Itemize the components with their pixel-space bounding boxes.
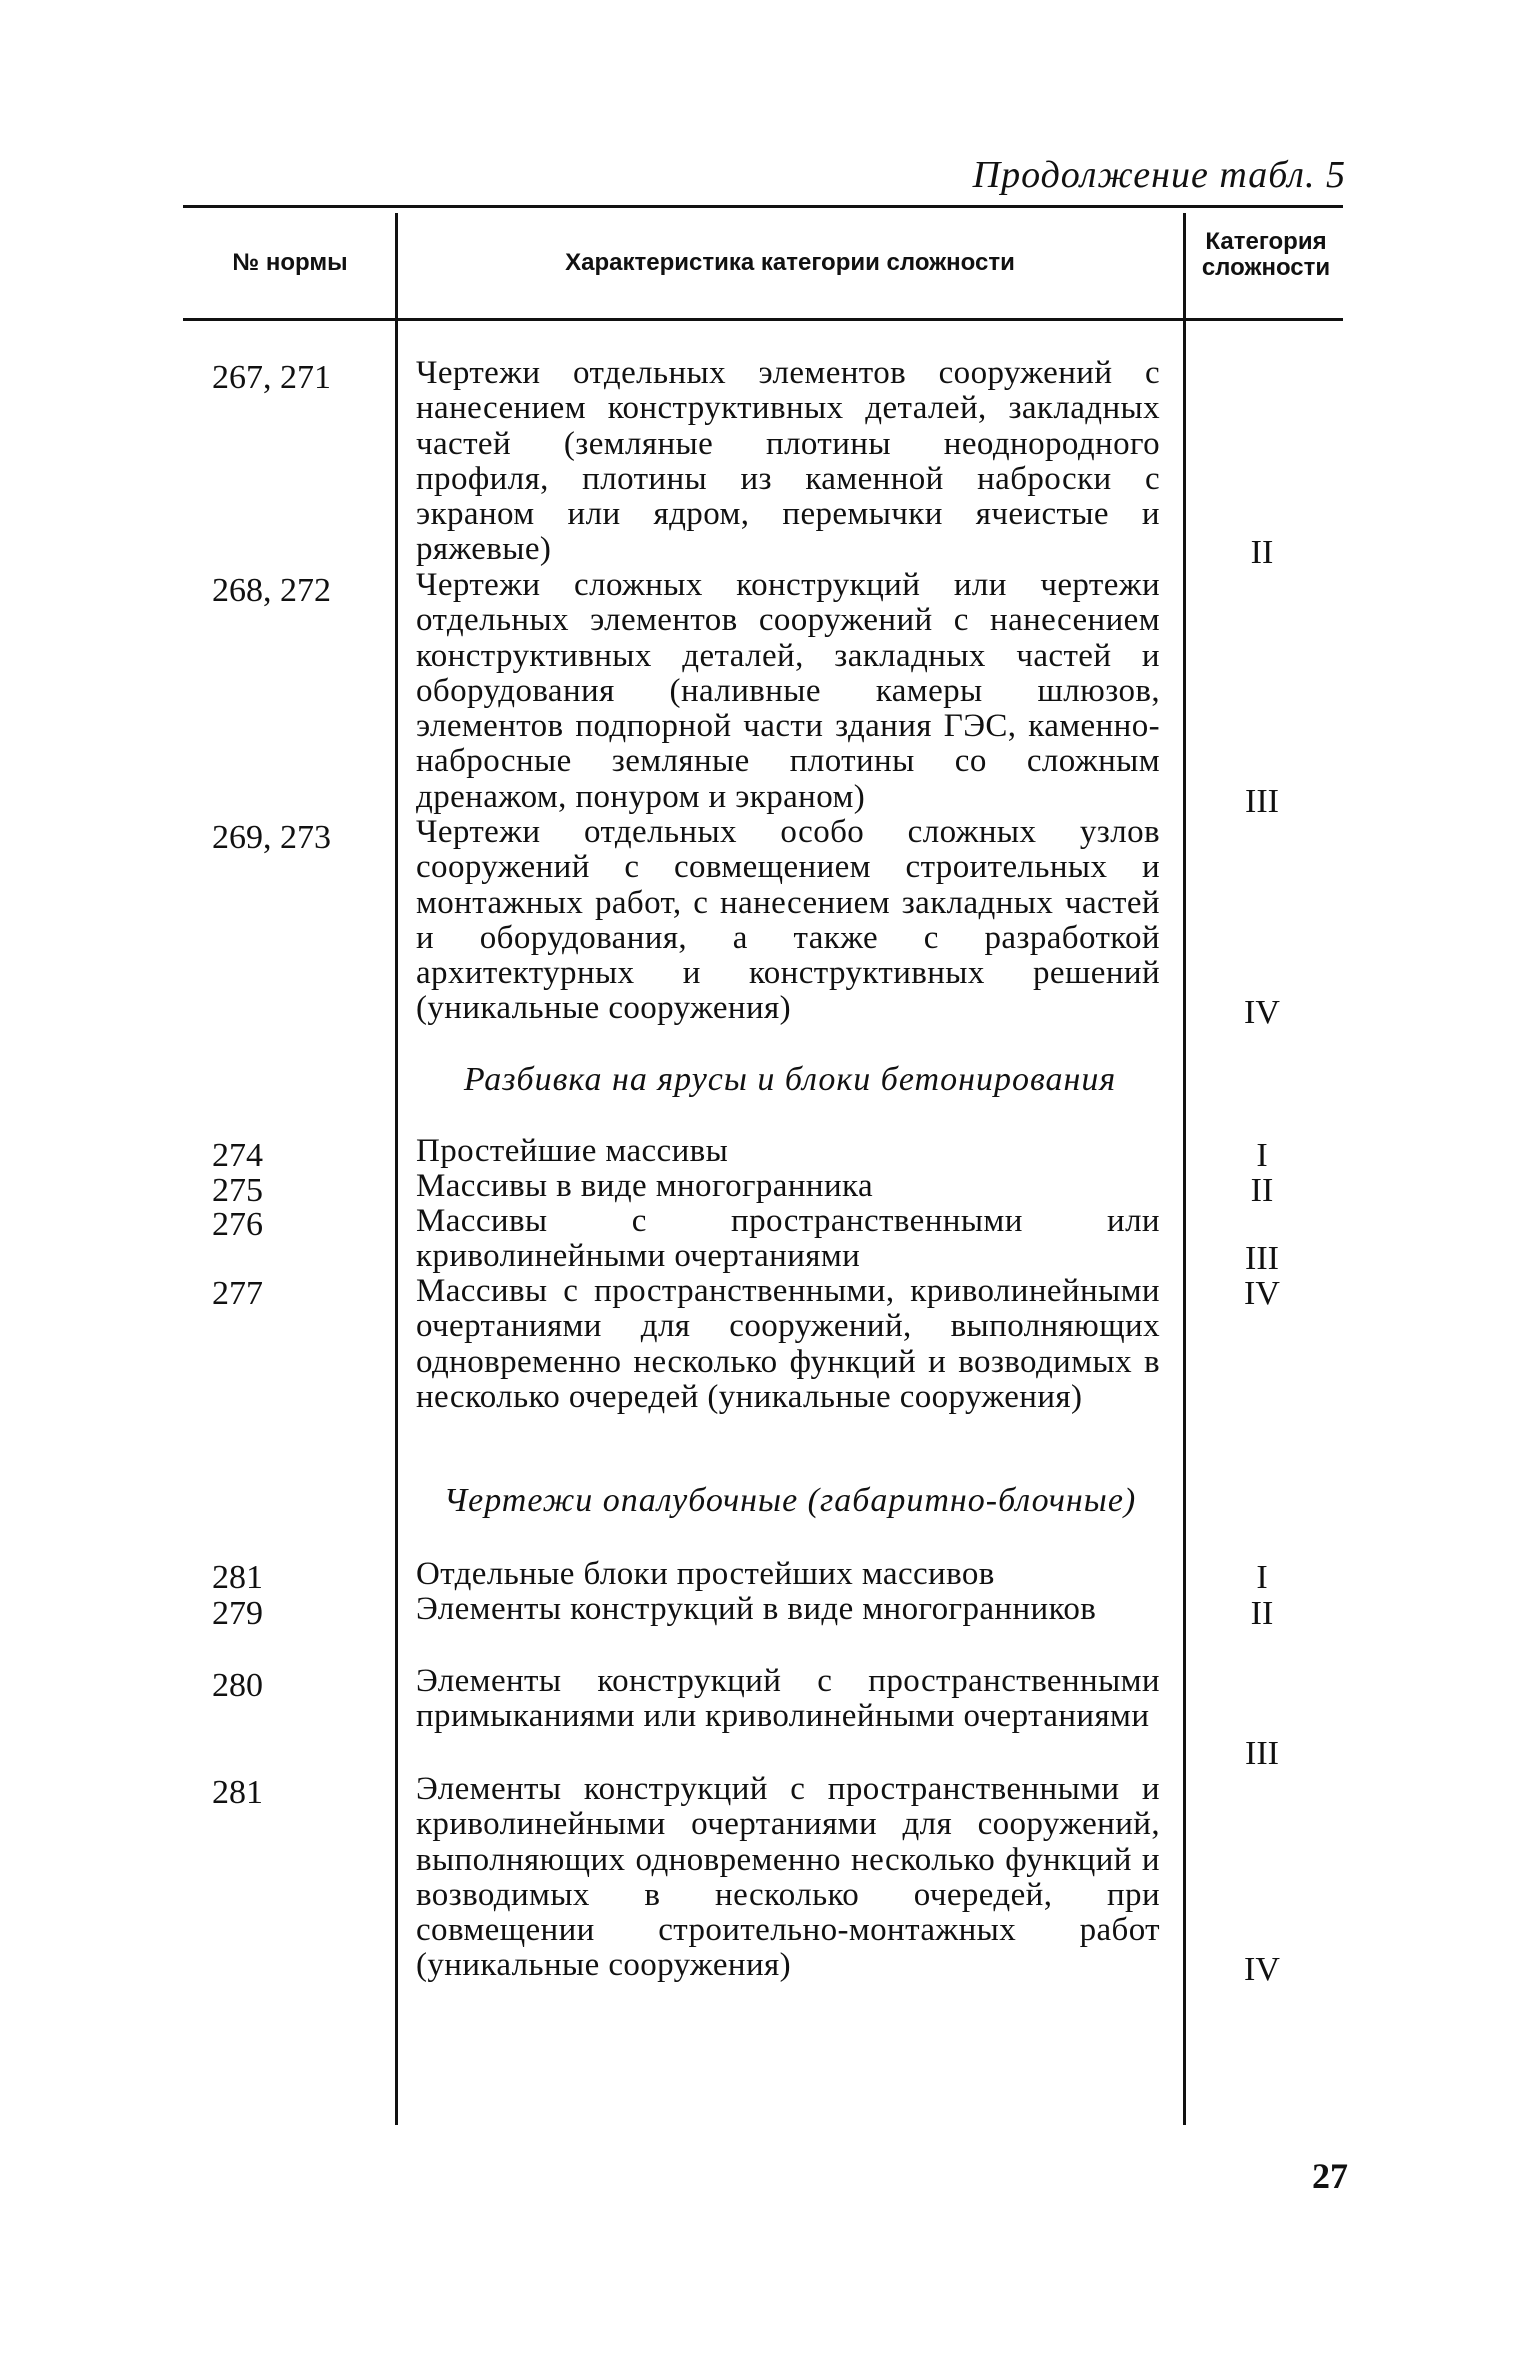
row-number: 274 bbox=[212, 1137, 263, 1174]
row-category: II bbox=[1250, 534, 1274, 571]
row-number: 276 bbox=[212, 1206, 263, 1243]
header-col-category-line2: сложности bbox=[1201, 254, 1331, 281]
row-category: I bbox=[1256, 1559, 1268, 1596]
header-col-norm-number: № нормы bbox=[232, 249, 348, 276]
row-description: Простейшие массивы bbox=[416, 1133, 729, 1169]
row-description: Отдельные блоки простейших массивов bbox=[416, 1556, 995, 1592]
row-category: I bbox=[1256, 1137, 1268, 1174]
row-description: Элементы конструкций с пространственными и криволинейными очертаниями для сооружений, выполняющих одновременно несколько функций и возводимых в несколько очередей, при совмещении строительно-монтажных работ (уникальные сооружения) bbox=[416, 1771, 1160, 1984]
section-heading: Разбивка на ярусы и блоки бетонирования bbox=[463, 1061, 1117, 1098]
row-number: 267, 271 bbox=[212, 359, 331, 396]
header-bottom-rule bbox=[183, 318, 1343, 321]
header-col-category-line1: Категория bbox=[1205, 228, 1327, 255]
row-description: Чертежи сложных конструкций или чертежи отдельных элементов сооружений с нанесением конструктивных деталей, закладных частей и оборудования (наливные камеры шлюзов, элементов подпорной части здания ГЭС, каменно-набросные земляные плотины со сложным дренажом, понуром и экраном) bbox=[416, 567, 1160, 815]
page-number: 27 bbox=[1312, 2156, 1348, 2196]
row-number: 281 bbox=[212, 1774, 263, 1811]
row-category: IV bbox=[1244, 1275, 1280, 1312]
row-number: 277 bbox=[212, 1275, 263, 1312]
row-description: Массивы с пространственными, криволинейными очертаниями для сооружений, выполняющих одновременно несколько функций и возводимых в несколько очередей (уникальные сооружения) bbox=[416, 1273, 1160, 1415]
row-description: Чертежи отдельных элементов сооружений с нанесением конструктивных деталей, закладных частей (земляные плотины неоднородного профиля, плотины из каменной наброски с экраном или ядром, перемычки ячеистые и ряжевые) bbox=[416, 355, 1160, 568]
row-category: III bbox=[1245, 1240, 1279, 1277]
row-number: 279 bbox=[212, 1595, 263, 1632]
row-description: Элементы конструкций с пространственными примыканиями или криволинейными очертаниями bbox=[416, 1663, 1160, 1735]
header-col-category bbox=[1186, 229, 1346, 281]
row-description: Элементы конструкций в виде многогранников bbox=[416, 1591, 1097, 1627]
row-category: III bbox=[1245, 1735, 1279, 1772]
row-category: IV bbox=[1244, 994, 1280, 1031]
row-category: III bbox=[1245, 783, 1279, 820]
header-col-description: Характеристика категории сложности bbox=[565, 249, 1015, 276]
row-number: 275 bbox=[212, 1172, 263, 1209]
row-description: Массивы в виде многогранника bbox=[416, 1168, 874, 1204]
row-category: IV bbox=[1244, 1951, 1280, 1988]
row-number: 280 bbox=[212, 1667, 263, 1704]
section-heading: Чертежи опалубочные (габаритно-блочные) bbox=[443, 1482, 1137, 1519]
row-description: Чертежи отдельных особо сложных узлов сооружений с совмещением строительных и монтажных работ, с нанесением закладных частей и оборудования, а также с разработкой архитектурных и конструктивных решений (уникальные сооружения) bbox=[416, 814, 1160, 1027]
header-top-rule bbox=[183, 205, 1343, 208]
table-continuation-caption: Продолжение табл. 5 bbox=[972, 154, 1346, 196]
row-description: Массивы с пространственными или криволинейными очертаниями bbox=[416, 1203, 1160, 1275]
column-divider-left bbox=[395, 213, 398, 2125]
row-category: II bbox=[1250, 1595, 1274, 1632]
row-number: 268, 272 bbox=[212, 572, 331, 609]
row-category: II bbox=[1250, 1172, 1274, 1209]
column-divider-right bbox=[1183, 258, 1186, 2125]
row-number: 269, 273 bbox=[212, 819, 331, 856]
row-number: 281 bbox=[212, 1559, 263, 1596]
